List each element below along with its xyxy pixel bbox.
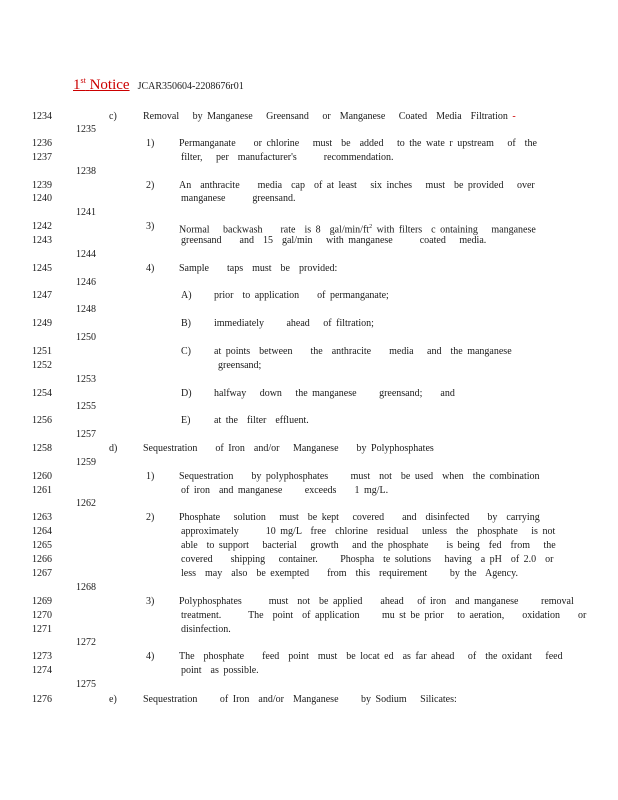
revision-mark: - bbox=[512, 111, 516, 122]
line-number: 1253 bbox=[76, 374, 96, 385]
paragraph-line: approximately 10 mg/L free chlorine residual unless the phosphate is not bbox=[181, 526, 556, 537]
notice-header bbox=[73, 76, 244, 94]
line-number: 1261 bbox=[32, 485, 52, 496]
line-number: 1243 bbox=[32, 235, 52, 246]
line-number: 1251 bbox=[32, 346, 52, 357]
line-number: 1241 bbox=[76, 207, 96, 218]
paragraph-line: able to support bacterial growth and the phosphate is being fed from the bbox=[181, 540, 556, 551]
line-number: 1236 bbox=[32, 138, 52, 149]
line-number: 1244 bbox=[76, 249, 96, 260]
line-number: 1263 bbox=[32, 512, 52, 523]
paragraph-line: filter, per manufacturer's recommendation. bbox=[181, 152, 394, 163]
paragraph-line: Phosphate solution must be kept covered and disinfected by carrying bbox=[179, 512, 540, 523]
line-number: 1237 bbox=[32, 152, 52, 163]
item-number: 3) bbox=[146, 221, 155, 232]
paragraph-line: Sample taps must be provided: bbox=[179, 263, 338, 274]
paragraph-line: An anthracite media cap of at least six inches must be provided over bbox=[179, 180, 535, 191]
item-number: 2) bbox=[146, 180, 155, 191]
paragraph-line: Permanganate or chlorine must be added to the wate r upstream of the bbox=[179, 138, 537, 149]
paragraph-line: point as possible. bbox=[181, 665, 259, 676]
section-c-label: c) bbox=[109, 111, 117, 122]
line-number: 1248 bbox=[76, 304, 96, 315]
line-number: 1254 bbox=[32, 388, 52, 399]
line-number: 1250 bbox=[76, 332, 96, 343]
paragraph-line: greensand; bbox=[218, 360, 262, 371]
line-number: 1258 bbox=[32, 443, 52, 454]
line-number: 1245 bbox=[32, 263, 52, 274]
notice-label: 1st Notice bbox=[73, 76, 130, 93]
line-number: 1269 bbox=[32, 596, 52, 607]
item-number: 4) bbox=[146, 263, 155, 274]
paragraph-line: Polyphosphates must not be applied ahead of iron and manganese removal bbox=[179, 596, 574, 607]
paragraph-line: at the filter effluent. bbox=[214, 415, 309, 426]
line-number: 1275 bbox=[76, 679, 96, 690]
paragraph-line: treatment. The point of application mu st be prior to aeration, oxidation or bbox=[181, 610, 587, 621]
paragraph-line: covered shipping container. Phospha te solutions having a pH of 2.0 or bbox=[181, 554, 554, 565]
paragraph-line: at points between the anthracite media and the manganese bbox=[214, 346, 512, 357]
line-number: 1238 bbox=[76, 166, 96, 177]
line-number: 1271 bbox=[32, 624, 52, 635]
line-number: 1272 bbox=[76, 637, 96, 648]
line-number: 1242 bbox=[32, 221, 52, 232]
line-number: 1257 bbox=[76, 429, 96, 440]
line-number: 1267 bbox=[32, 568, 52, 579]
paragraph-line: disinfection. bbox=[181, 624, 231, 635]
section-e-label: e) bbox=[109, 694, 117, 705]
paragraph-line: halfway down the manganese greensand; and bbox=[214, 388, 455, 399]
line-number: 1234 bbox=[32, 111, 52, 122]
line-number: 1252 bbox=[32, 360, 52, 371]
line-number: 1260 bbox=[32, 471, 52, 482]
paragraph-line: The phosphate feed point must be locat ed as far ahead of the oxidant feed bbox=[179, 651, 563, 662]
paragraph-line: immediately ahead of filtration; bbox=[214, 318, 374, 329]
line-number: 1247 bbox=[32, 290, 52, 301]
item-number: 2) bbox=[146, 512, 155, 523]
item-number: 4) bbox=[146, 651, 155, 662]
line-number: 1273 bbox=[32, 651, 52, 662]
line-number: 1240 bbox=[32, 193, 52, 204]
line-number: 1249 bbox=[32, 318, 52, 329]
paragraph-line: less may also be exempted from this requirement by the Agency. bbox=[181, 568, 518, 579]
item-letter: B) bbox=[181, 318, 191, 329]
section-c-heading: Removal by Manganese Greensand or Manganese Coated Media Filtration - bbox=[143, 111, 516, 122]
section-e-heading: Sequestration of Iron and/or Manganese by Sodium Silicates: bbox=[143, 694, 457, 705]
line-number: 1239 bbox=[32, 180, 52, 191]
item-letter: C) bbox=[181, 346, 191, 357]
line-number: 1266 bbox=[32, 554, 52, 565]
paragraph-line: Normal backwash rate is 8 gal/$\min/ft^2$ with filters c ontaining manganese bbox=[179, 224, 536, 236]
line-number: 1268 bbox=[76, 582, 96, 593]
section-d-heading: Sequestration of Iron and/or Manganese by Polyphosphates bbox=[143, 443, 434, 454]
section-d-label: d) bbox=[109, 443, 118, 454]
line-number: 1265 bbox=[32, 540, 52, 551]
paragraph-line: greensand and 15 gal/min with manganese coated media. bbox=[181, 235, 487, 246]
paragraph-line: manganese greensand. bbox=[181, 193, 296, 204]
item-letter: A) bbox=[181, 290, 192, 301]
line-number: 1274 bbox=[32, 665, 52, 676]
line-number: 1255 bbox=[76, 401, 96, 412]
item-number: 3) bbox=[146, 596, 155, 607]
item-number: 1) bbox=[146, 138, 155, 149]
line-number: 1262 bbox=[76, 498, 96, 509]
line-number: 1270 bbox=[32, 610, 52, 621]
doc-id: JCAR350604-2208676r01 bbox=[137, 81, 244, 92]
line-number: 1235 bbox=[76, 124, 96, 135]
line-number: 1264 bbox=[32, 526, 52, 537]
line-number: 1256 bbox=[32, 415, 52, 426]
item-letter: E) bbox=[181, 415, 191, 426]
line-number: 1276 bbox=[32, 694, 52, 705]
line-number: 1246 bbox=[76, 277, 96, 288]
paragraph-line: Sequestration by polyphosphates must not be used when the combination bbox=[179, 471, 540, 482]
item-letter: D) bbox=[181, 388, 192, 399]
item-number: 1) bbox=[146, 471, 155, 482]
line-number: 1259 bbox=[76, 457, 96, 468]
paragraph-line: of iron and manganese exceeds 1 mg/L. bbox=[181, 485, 389, 496]
paragraph-line: prior to application of permanganate; bbox=[214, 290, 389, 301]
